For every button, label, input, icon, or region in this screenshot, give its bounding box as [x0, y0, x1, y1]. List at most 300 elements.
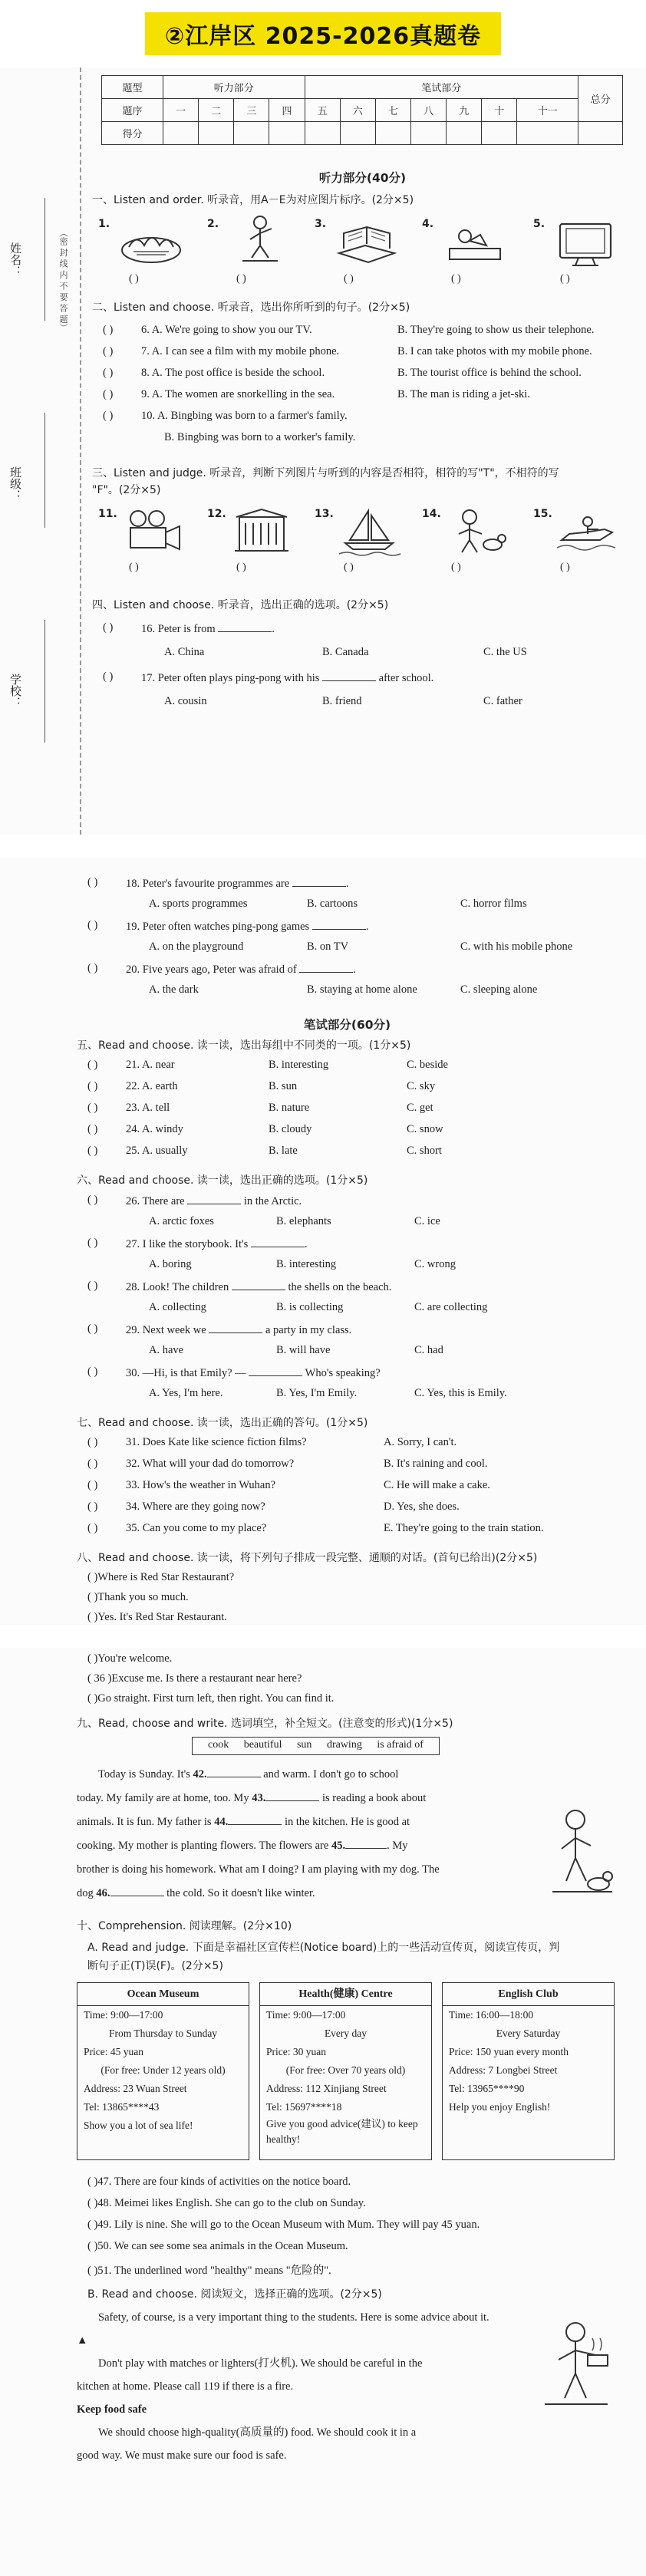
television-picture	[552, 218, 618, 268]
pic-num-1: 1.	[98, 218, 110, 230]
answer-paren[interactable]: ( )	[87, 1365, 98, 1378]
judge-48	[77, 2197, 618, 2215]
option-a: 10. A. Bingbing was born to a farmer's family.	[141, 410, 348, 422]
binding-margin	[0, 68, 83, 835]
part-a-title: A. Read and judge. 下面是幸福社区宣传栏(Notice board)上的一些活动宣传页，阅读宣传页，判	[87, 1942, 560, 1954]
dialogue-text: ( )Thank you so much.	[87, 1591, 189, 1603]
reply-option: D. Yes, she does.	[384, 1500, 460, 1513]
answer-paren[interactable]: ( )	[129, 562, 139, 573]
option-c: C. Yes, this is Emily.	[414, 1387, 507, 1399]
question-text	[126, 1237, 308, 1251]
question-17-options	[92, 695, 633, 713]
option-b: B. is collecting	[276, 1301, 344, 1313]
passage-text: Today is Sunday. It's	[98, 1768, 190, 1780]
listening-header: 听力部分(40分)	[318, 171, 407, 185]
passage-line	[77, 1834, 529, 1858]
question-end: .	[304, 1238, 308, 1250]
question-30	[77, 1365, 618, 1384]
question-19-options	[77, 940, 618, 959]
notice-line: Price: 45 yuan	[84, 2046, 143, 2057]
question-end: a party in my class.	[265, 1324, 352, 1336]
notice-line: Tel: 15697****18	[266, 2101, 342, 2113]
option-a: A. collecting	[149, 1301, 206, 1313]
question-16-options	[92, 646, 633, 664]
word-bank	[192, 1737, 440, 1755]
question-24	[77, 1123, 618, 1141]
open-books-picture	[335, 218, 400, 268]
question-text	[141, 670, 433, 685]
passage-line	[77, 1882, 529, 1906]
dialogue-line	[77, 1611, 618, 1629]
option-a: A. the dark	[149, 983, 199, 996]
notice-line: Address: 7 Longbei Street	[449, 2064, 558, 2076]
option-c: C. are collecting	[414, 1301, 488, 1313]
option-b: B. cloudy	[269, 1123, 312, 1135]
answer-paren[interactable]: ( )	[103, 410, 114, 422]
notice-line: Show you a lot of sea life!	[84, 2120, 193, 2131]
answer-paren[interactable]: ( )	[87, 1522, 98, 1534]
answer-paren[interactable]: ( )	[103, 324, 114, 336]
question-35	[77, 1522, 618, 1540]
answer-blank[interactable]	[228, 1814, 282, 1825]
question-stem: 18. Peter's favourite programmes are	[126, 878, 290, 890]
judge-47	[77, 2176, 618, 2194]
section-4-title: 四、Listen and choose. 听录音，选出正确的选项。(2分×5)	[92, 599, 389, 611]
answer-paren[interactable]: ( )	[103, 670, 114, 683]
score-row-order	[102, 99, 623, 122]
film-camera-picture	[121, 506, 187, 557]
pic-num-3: 3.	[315, 218, 327, 230]
option-c: C. with his mobile phone	[460, 940, 573, 953]
boy-climbing-picture	[227, 213, 293, 264]
blank-number: 42.	[193, 1768, 207, 1780]
answer-blank[interactable]	[292, 876, 346, 887]
exam-page-2	[0, 858, 646, 1625]
question-20	[77, 962, 618, 980]
passage-text: animals. It is fun. My father is	[77, 1816, 212, 1828]
section-5-title: 五、Read and choose. 读一读，选出每组中不同类的一项。(1分×5)	[77, 1039, 411, 1052]
class-label: 班级：	[8, 466, 22, 501]
option-a: 8. A. The post office is beside the school.	[141, 367, 325, 379]
answer-paren[interactable]: ( )	[87, 1123, 98, 1135]
option-b: B. The tourist office is behind the school.	[397, 367, 582, 379]
word-item: drawing	[326, 1739, 362, 1751]
passage-line	[77, 1810, 529, 1834]
passage-text: dog	[77, 1887, 94, 1899]
judge-50	[77, 2240, 618, 2258]
notice-line: Every Saturday	[496, 2028, 561, 2039]
option-b: B. sun	[269, 1080, 298, 1092]
notice-line: Address: 23 Wuan Street	[84, 2083, 187, 2094]
answer-paren[interactable]: ( )	[560, 562, 570, 573]
answer-paren[interactable]: ( )	[451, 273, 461, 285]
option-a: 23. A. tell	[126, 1102, 170, 1114]
blank-number: 45.	[331, 1840, 346, 1852]
answer-blank[interactable]	[209, 1323, 262, 1333]
question-end: after school.	[378, 672, 434, 684]
notice-line: Tel: 13965****90	[449, 2083, 525, 2094]
option-b: B. friend	[322, 695, 362, 707]
family-illustration	[545, 1801, 614, 1901]
notice-line: Time: 16:00—18:00	[449, 2009, 534, 2021]
question-16	[92, 621, 633, 640]
pic-num-11: 11.	[98, 508, 117, 520]
passage-text: brother is doing his homework. What am I doing? I am playing with my dog. The	[77, 1863, 440, 1876]
notice-line: (For free: Under 12 years old)	[101, 2064, 226, 2076]
answer-paren[interactable]: ( )	[87, 1500, 98, 1513]
option-a: 25. A. usually	[126, 1145, 188, 1157]
notice-line: From Thursday to Sunday	[108, 2028, 218, 2039]
option-b: B. Yes, I'm Emily.	[276, 1387, 358, 1399]
question-27-options	[77, 1258, 618, 1276]
dialogue-line	[77, 1692, 618, 1711]
question-text	[126, 1194, 302, 1208]
dialogue-line	[77, 1591, 618, 1609]
answer-paren[interactable]: ( )	[87, 962, 98, 974]
answer-paren[interactable]: ( )	[87, 876, 98, 888]
passage-text: the cold. So it doesn't like winter.	[166, 1887, 315, 1899]
notice-line: Give you good advice(建议) to keep healthy!	[266, 2118, 418, 2145]
part-a-title-cont: 断句子正(T)误(F)。(2分×5)	[87, 1960, 223, 1972]
notice-line: Every day	[324, 2028, 367, 2039]
word-item: is afraid of	[377, 1739, 424, 1751]
notice-line: Price: 150 yuan every month	[449, 2046, 569, 2057]
cooking-child-illustration	[537, 2315, 614, 2415]
question-17	[92, 670, 633, 689]
notice-english-club	[442, 1982, 615, 2160]
question-stem: 27. I like the storybook. It's	[126, 1238, 249, 1250]
question-stem: 19. Peter often watches ping-pong games	[126, 921, 310, 933]
score-input-cell[interactable]	[199, 122, 234, 145]
question-end: .	[272, 623, 275, 635]
score-input-cell[interactable]	[340, 122, 375, 145]
score-cell: 八	[410, 99, 446, 122]
option-c: C. horror films	[460, 898, 527, 910]
name-label: 姓名：	[8, 242, 22, 277]
passage-text: today. My family are at home, too. My	[77, 1792, 249, 1804]
part-b-title: B. Read and choose. 阅读短文，选择正确的选项。(2分×5)	[87, 2288, 382, 2301]
answer-paren[interactable]: ( )	[87, 1194, 98, 1206]
option-b: B. The man is riding a jet-ski.	[397, 388, 530, 400]
option-b: B. Canada	[322, 646, 369, 658]
question-end: .	[345, 878, 349, 890]
score-table	[101, 75, 623, 145]
question-32	[77, 1458, 618, 1476]
word-item: beautiful	[243, 1739, 282, 1751]
question-stem: 31. Does Kate like science fiction films?	[126, 1436, 307, 1448]
question-18	[77, 876, 618, 894]
answer-paren[interactable]: ( )	[560, 273, 570, 285]
option-a: A. cousin	[164, 695, 207, 707]
notice-line: Help you enjoy English!	[449, 2101, 551, 2113]
score-cell: 十	[482, 99, 517, 122]
score-input-cell[interactable]	[410, 122, 446, 145]
notice-line: Tel: 13865****43	[84, 2101, 160, 2113]
answer-paren[interactable]: ( )	[87, 1479, 98, 1491]
score-input-cell[interactable]	[163, 122, 199, 145]
question-8	[92, 367, 633, 385]
answer-blank[interactable]	[218, 621, 272, 632]
option-a: 7. A. I can see a film with my mobile phone.	[141, 345, 340, 357]
option-a: A. on the playground	[149, 940, 244, 953]
section-7-title: 七、Read and choose. 读一读，选出正确的答句。(1分×5)	[77, 1417, 368, 1429]
name-line	[44, 198, 45, 321]
score-cell: 四	[269, 99, 305, 122]
answer-paren[interactable]: ( )	[451, 562, 461, 573]
notice-title: Ocean Museum	[77, 1983, 249, 2006]
answer-blank[interactable]	[110, 1886, 164, 1896]
question-text	[126, 919, 368, 934]
section-3-title: 三、Listen and judge. 听录音，判断下列图片与听到的内容是否相符，相符的写"T"，不相符的写	[92, 467, 559, 479]
answer-paren[interactable]: ( )	[87, 1080, 98, 1092]
score-input-cell[interactable]	[578, 122, 623, 145]
answer-blank[interactable]	[265, 1790, 319, 1801]
reply-option: B. It's raining and cool.	[384, 1458, 488, 1470]
answer-paren[interactable]: ( )	[236, 562, 246, 573]
option-b: B. on TV	[307, 940, 349, 953]
option-a: A. China	[164, 646, 205, 658]
answer-blank[interactable]	[312, 919, 366, 930]
question-end: .	[365, 921, 369, 933]
answer-paren[interactable]: ( )	[87, 1436, 98, 1448]
answer-paren[interactable]: ( )	[87, 919, 98, 931]
question-stem: 28. Look! The children	[126, 1281, 229, 1293]
score-cell: 总分	[578, 76, 623, 122]
question-9	[92, 388, 633, 407]
building-picture	[229, 506, 295, 557]
option-c: C. ice	[414, 1215, 440, 1227]
jet-ski-picture	[554, 506, 620, 557]
pic-num-13: 13.	[315, 508, 334, 520]
question-30-options	[77, 1387, 618, 1405]
blank-number: 44.	[214, 1816, 229, 1828]
option-b: B. interesting	[269, 1059, 329, 1071]
reply-option: C. He will make a cake.	[384, 1479, 490, 1491]
option-a: A. arctic foxes	[149, 1215, 214, 1227]
question-21	[77, 1059, 618, 1077]
answer-paren[interactable]: ( )	[103, 367, 114, 379]
question-end: Who's speaking?	[305, 1367, 381, 1379]
question-26-options	[77, 1215, 618, 1234]
score-cell: 六	[340, 99, 375, 122]
option-c: C. wrong	[414, 1258, 456, 1270]
answer-paren[interactable]: ( )	[87, 1458, 98, 1470]
section-6-title: 六、Read and choose. 读一读，选出正确的选项。(1分×5)	[77, 1174, 368, 1187]
school-label: 学校：	[8, 674, 22, 708]
score-input-cell[interactable]	[517, 122, 578, 145]
option-a: 21. A. near	[126, 1059, 175, 1071]
answer-blank[interactable]	[232, 1280, 285, 1290]
answer-paren[interactable]: ( )	[87, 1145, 98, 1157]
question-10	[92, 410, 633, 428]
answer-blank[interactable]	[251, 1237, 305, 1247]
score-cell: 十一	[517, 99, 578, 122]
question-26	[77, 1194, 618, 1212]
question-25	[77, 1145, 618, 1163]
question-stem: 29. Next week we	[126, 1324, 206, 1336]
dialogue-text: ( )Yes. It's Red Star Restaurant.	[87, 1611, 227, 1623]
question-33	[77, 1479, 618, 1497]
dialogue-line	[77, 1672, 618, 1691]
passage-text: cooking. My mother is planting flowers. The flowers are	[77, 1840, 329, 1852]
option-c: C. get	[407, 1102, 433, 1114]
pic-num-2: 2.	[207, 218, 219, 230]
notice-ocean-museum	[77, 1982, 249, 2160]
answer-blank[interactable]	[187, 1194, 241, 1204]
section-2-title: 二、Listen and choose. 听录音，选出你所听到的句子。(2分×5)	[92, 301, 410, 314]
score-cell: 三	[234, 99, 269, 122]
answer-paren[interactable]: ( )	[87, 1102, 98, 1114]
option-a: 6. A. We're going to show you our TV.	[141, 324, 312, 336]
score-cell: 笔试部分	[305, 76, 578, 99]
option-a: 22. A. earth	[126, 1080, 178, 1092]
question-stem: 17. Peter often plays ping-pong with his	[141, 672, 320, 684]
question-text	[126, 962, 356, 977]
pic-num-5: 5.	[533, 218, 545, 230]
answer-paren[interactable]: ( )	[87, 1323, 98, 1335]
question-end: .	[353, 964, 356, 976]
question-end: in the Arctic.	[243, 1195, 302, 1207]
option-c: C. the US	[483, 646, 527, 658]
option-b: B. They're going to show us their telephone.	[397, 324, 595, 336]
safety-passage	[77, 2306, 522, 2467]
score-cell: 题序	[102, 99, 163, 122]
question-text	[126, 876, 348, 891]
option-c: C. sky	[407, 1080, 436, 1092]
pic-num-12: 12.	[207, 508, 226, 520]
score-cell: 听力部分	[163, 76, 305, 99]
score-cell: 一	[163, 99, 199, 122]
section-9-title: 九、Read, choose and write. 选词填空，补全短文。(注意变的形式)(1分×5)	[77, 1718, 453, 1730]
notice-title: English Club	[443, 1983, 614, 2006]
option-b: B. I can take photos with my mobile phone.	[397, 345, 592, 357]
question-text	[126, 1365, 381, 1380]
answer-paren[interactable]: ( )	[129, 273, 139, 285]
score-cell: 七	[375, 99, 410, 122]
option-b: B. elephants	[276, 1215, 331, 1227]
option-c: C. beside	[407, 1059, 448, 1071]
exam-page-3	[0, 1648, 646, 2576]
score-input-cell[interactable]	[269, 122, 305, 145]
answer-blank[interactable]	[345, 1838, 387, 1849]
blank-number: 43.	[252, 1792, 266, 1804]
answer-paren[interactable]: ( )	[103, 388, 114, 400]
passage-line: Safety, of course, is a very important thing to the students. Here is some advice about it.	[98, 2311, 489, 2324]
section-8-title: 八、Read and choose. 读一读，将下列句子排成一段完整、通顺的对话。(首句已给出)(2分×5)	[77, 1552, 538, 1564]
question-text	[126, 1323, 351, 1337]
blank-number: 46.	[96, 1887, 110, 1899]
option-c: C. had	[414, 1344, 443, 1356]
score-cell: 得分	[102, 122, 163, 145]
judge-text: ( )51. The underlined word "healthy" means "危险的".	[87, 2265, 331, 2277]
option-b: B. Bingbing was born to a worker's family.	[164, 431, 356, 443]
answer-blank[interactable]	[249, 1365, 302, 1376]
question-stem: 34. Where are they going now?	[126, 1500, 265, 1513]
passage-line: We should choose high-quality(高质量的) food. We should cook it in a	[98, 2426, 417, 2439]
answer-blank[interactable]	[207, 1767, 261, 1777]
exam-banner	[0, 0, 646, 68]
question-stem: 26. There are	[126, 1195, 185, 1207]
option-b: B. staying at home alone	[307, 983, 417, 996]
option-a: A. have	[149, 1344, 184, 1356]
question-stem: 33. How's the weather in Wuhan?	[126, 1479, 276, 1491]
answer-paren[interactable]: ( )	[103, 621, 114, 634]
boy-with-dog-picture	[443, 506, 509, 557]
question-stem: 20. Five years ago, Peter was afraid of	[126, 964, 297, 976]
answer-paren[interactable]: ( )	[344, 273, 354, 285]
passage-line	[77, 1858, 529, 1882]
section-3-title-cont: "F"。(2分×5)	[92, 484, 161, 496]
option-a: 24. A. windy	[126, 1123, 183, 1135]
dialogue-text: ( 36 )Excuse me. Is there a restaurant near here?	[87, 1672, 302, 1685]
answer-paren[interactable]: ( )	[344, 562, 354, 573]
question-text	[126, 1280, 391, 1294]
passage-line: Don't play with matches or lighters(打火机). We should be careful in the	[98, 2357, 423, 2370]
cloze-passage	[77, 1763, 529, 1906]
answer-blank[interactable]	[322, 670, 376, 681]
question-18-options	[77, 898, 618, 916]
option-c: C. snow	[407, 1123, 443, 1135]
seal-note: （密 封 线 内 不 要 答 题）	[58, 229, 68, 332]
score-input-cell[interactable]	[482, 122, 517, 145]
answer-paren[interactable]: ( )	[87, 1280, 98, 1292]
answer-paren[interactable]: ( )	[236, 273, 246, 285]
answer-paren[interactable]: ( )	[103, 345, 114, 357]
dialogue-text: ( )Where is Red Star Restaurant?	[87, 1571, 235, 1583]
judge-text: ( )50. We can see some sea animals in the Ocean Museum.	[87, 2240, 348, 2252]
passage-heading: Keep food safe	[77, 2403, 147, 2416]
question-28	[77, 1280, 618, 1298]
question-stem: 30. —Hi, is that Emily? —	[126, 1367, 246, 1379]
question-10-option-b	[92, 431, 633, 450]
judge-text: ( )48. Meimei likes English. She can go to the club on Sunday.	[87, 2197, 366, 2209]
score-cell: 题型	[102, 76, 163, 99]
sailboat-picture	[336, 506, 402, 557]
passage-text: . My	[387, 1840, 408, 1852]
question-27	[77, 1237, 618, 1255]
score-cell: 九	[447, 99, 482, 122]
class-line	[44, 413, 45, 528]
question-34	[77, 1500, 618, 1519]
dialogue-text: ( )Go straight. First turn left, then right. You can find it.	[87, 1692, 335, 1705]
option-a: 9. A. The women are snorkelling in the sea.	[141, 388, 335, 400]
passage-line	[77, 1787, 529, 1810]
notice-title: Health(健康) Centre	[260, 1983, 431, 2006]
answer-blank[interactable]	[299, 962, 353, 973]
reply-option: E. They're going to the train station.	[384, 1522, 544, 1534]
option-b: B. nature	[269, 1102, 310, 1114]
banner-title: ②江岸区 2025-2026真题卷	[145, 12, 501, 55]
option-a: A. boring	[149, 1258, 192, 1270]
score-input-cell[interactable]	[234, 122, 269, 145]
option-c: C. father	[483, 695, 522, 707]
pic-num-15: 15.	[533, 508, 552, 520]
score-input-cell[interactable]	[305, 122, 340, 145]
answer-paren[interactable]: ( )	[87, 1059, 98, 1071]
answer-paren[interactable]: ( )	[87, 1237, 98, 1249]
exam-page-1	[0, 68, 646, 835]
question-23	[77, 1102, 618, 1120]
question-20-options	[77, 983, 618, 1002]
score-input-cell[interactable]	[447, 122, 482, 145]
score-input-cell[interactable]	[375, 122, 410, 145]
question-7	[92, 345, 633, 364]
notice-line: Address: 112 Xinjiang Street	[266, 2083, 387, 2094]
section-10-title: 十、Comprehension. 阅读理解。(2分×10)	[77, 1920, 292, 1932]
notice-line: Time: 9:00—17:00	[266, 2009, 346, 2021]
question-stem: 35. Can you come to my place?	[126, 1522, 267, 1534]
question-stem: 32. What will your dad do tomorrow?	[126, 1458, 295, 1470]
